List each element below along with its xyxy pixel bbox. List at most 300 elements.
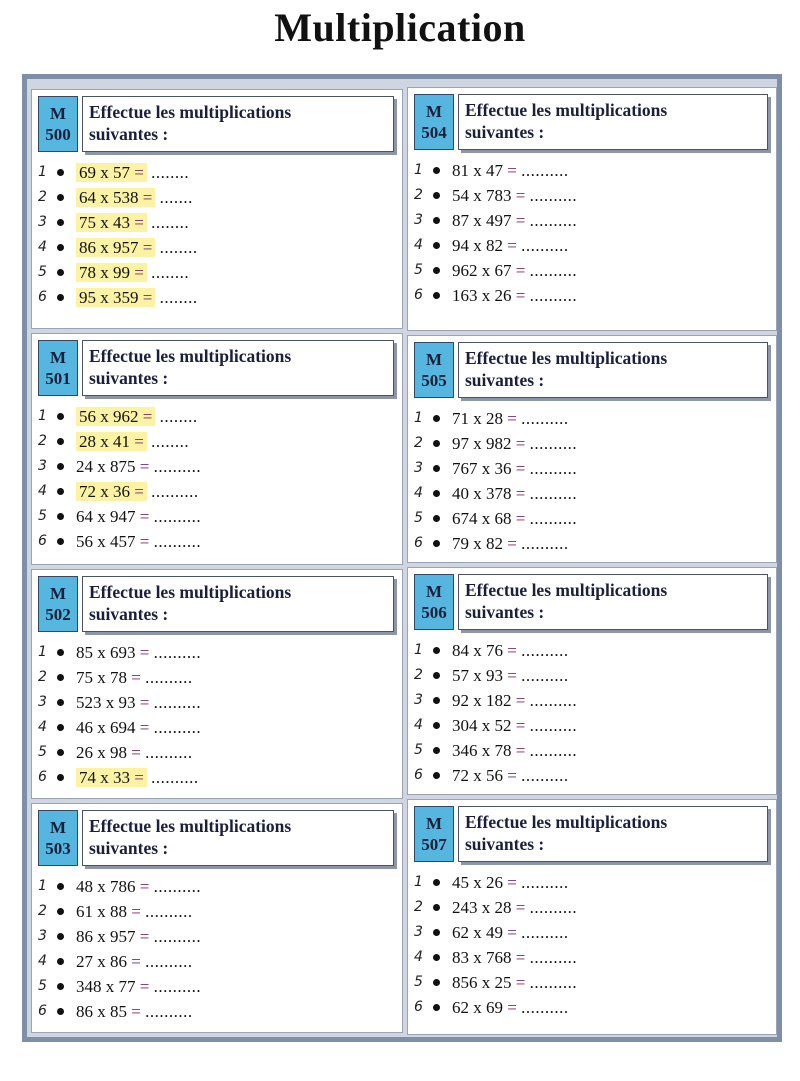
operand-b: 57 (113, 163, 130, 182)
code-letter: M (49, 348, 67, 367)
multiplication-expression (452, 183, 577, 208)
multiplication-expression (76, 765, 199, 790)
operand-a: 78 (79, 263, 96, 282)
handwritten-number: 2 (38, 433, 47, 449)
equals-sign: = (134, 213, 144, 232)
exercise-card (407, 799, 777, 1035)
instruction-box (82, 96, 394, 152)
code-number: 504 (421, 123, 447, 142)
code-letter: M (49, 104, 67, 123)
problem-row (32, 504, 402, 529)
problem-row (32, 529, 402, 554)
equals-sign: = (515, 509, 526, 528)
problem-row (408, 970, 776, 995)
problem-row (408, 638, 776, 663)
handwritten-number: 3 (414, 212, 423, 228)
handwritten-number: 3 (414, 460, 423, 476)
multiplication-expression (452, 945, 577, 970)
problem-row (32, 874, 402, 899)
problem-row (408, 895, 776, 920)
multiplication-expression (76, 949, 193, 974)
bullet-icon (57, 699, 64, 706)
operand-b: 28 (494, 898, 512, 917)
operand-b: 43 (113, 213, 130, 232)
code-letter: M (49, 818, 67, 837)
code-letter: M (49, 584, 67, 603)
operand-b: 82 (486, 534, 503, 553)
operand-b: 962 (113, 407, 139, 426)
bullet-icon (433, 292, 440, 299)
multiplication-expression (76, 640, 201, 665)
operation: 54 x 783 = (452, 186, 526, 205)
operation: 83 x 768 = (452, 948, 526, 967)
operand-a: 54 (452, 186, 469, 205)
operand-a: 69 (79, 163, 96, 182)
operand-b: 783 (486, 186, 512, 205)
operand-a: 81 (452, 161, 469, 180)
operand-a: 87 (452, 211, 469, 230)
problem-row (408, 506, 776, 531)
problem-row (32, 974, 402, 999)
bullet-icon (433, 647, 440, 654)
multiplication-expression (76, 529, 201, 554)
operation: 97 x 982 = (452, 434, 526, 453)
operand-b: 359 (113, 288, 139, 307)
operation: 71 x 28 = (452, 409, 517, 428)
operation: 27 x 86 = (76, 952, 141, 971)
card-header (414, 342, 768, 398)
multiplication-expression (452, 638, 569, 663)
problem-row (408, 183, 776, 208)
handwritten-number: 3 (414, 924, 423, 940)
problem-list (32, 640, 402, 790)
operand-b: 36 (113, 482, 130, 501)
operation: 74 x 33 = (76, 768, 147, 787)
answer-blank: ........ (159, 238, 198, 257)
operation: 75 x 43 = (76, 213, 147, 232)
operation: 86 x 85 = (76, 1002, 141, 1021)
instruction-box (458, 94, 768, 150)
operand-b: 67 (494, 261, 512, 280)
multiplication-expression (452, 158, 569, 183)
code-number: 501 (45, 369, 71, 388)
operand-a: 95 (79, 288, 96, 307)
bullet-icon (57, 219, 64, 226)
equals-sign: = (131, 952, 141, 971)
bullet-icon (433, 772, 440, 779)
operand-a: 57 (452, 666, 469, 685)
instruction-line-1: Effectue les multiplications (89, 816, 292, 836)
instruction-box (82, 576, 394, 632)
equals-sign: = (507, 873, 517, 892)
equals-sign: = (507, 161, 517, 180)
answer-blank: .......... (145, 952, 193, 971)
equals-sign: = (131, 1002, 141, 1021)
handwritten-number: 5 (38, 508, 47, 524)
operand-b: 538 (113, 188, 139, 207)
operand-b: 497 (486, 211, 512, 230)
bullet-icon (57, 958, 64, 965)
exercise-card (31, 333, 403, 565)
operand-b: 69 (486, 998, 503, 1017)
equals-sign: = (515, 484, 526, 503)
handwritten-number: 3 (414, 692, 423, 708)
bullet-icon (57, 749, 64, 756)
bullet-icon (433, 242, 440, 249)
operation: 523 x 93 = (76, 693, 150, 712)
operand-a: 64 (79, 188, 96, 207)
problem-row (408, 870, 776, 895)
problem-row (408, 258, 776, 283)
handwritten-number: 3 (38, 928, 47, 944)
handwritten-number: 1 (38, 408, 47, 424)
problem-row (408, 406, 776, 431)
card-header (38, 340, 394, 396)
equals-sign: = (134, 163, 144, 182)
multiplication-expression (76, 690, 201, 715)
problem-row (32, 949, 402, 974)
operand-b: 378 (486, 484, 512, 503)
bullet-icon (433, 954, 440, 961)
equals-sign: = (515, 948, 526, 967)
answer-blank: ....... (159, 188, 193, 207)
multiplication-expression (452, 283, 577, 308)
handwritten-number: 2 (414, 667, 423, 683)
answer-blank: .......... (529, 434, 578, 453)
bullet-icon (433, 465, 440, 472)
operand-a: 27 (76, 952, 93, 971)
code-letter: M (425, 102, 443, 121)
operation: 64 x 947 = (76, 507, 150, 526)
equals-sign: = (142, 238, 153, 257)
multiplication-expression (76, 974, 201, 999)
bullet-icon (57, 169, 64, 176)
problem-row (32, 999, 402, 1024)
answer-blank: .......... (145, 743, 193, 762)
card-header (414, 806, 768, 862)
multiplication-expression (452, 663, 569, 688)
multiplication-expression (452, 970, 577, 995)
equals-sign: = (507, 641, 517, 660)
equals-sign: = (515, 973, 526, 992)
operation: 69 x 57 = (76, 163, 147, 182)
problem-row (32, 899, 402, 924)
equals-sign: = (142, 288, 153, 307)
answer-blank: ........ (151, 163, 190, 182)
handwritten-number: 1 (38, 164, 47, 180)
operand-b: 457 (110, 532, 136, 551)
bullet-icon (57, 538, 64, 545)
answer-blank: .......... (529, 948, 578, 967)
bullet-icon (433, 415, 440, 422)
multiplication-expression (452, 208, 577, 233)
equals-sign: = (139, 643, 150, 662)
problem-list (32, 160, 402, 310)
handwritten-number: 1 (414, 874, 423, 890)
instruction-line-1: Effectue les multiplications (89, 102, 292, 122)
handwritten-number: 2 (38, 903, 47, 919)
instruction-box (458, 806, 768, 862)
card-header (414, 574, 768, 630)
equals-sign: = (134, 263, 144, 282)
exercise-code-badge (38, 96, 78, 152)
operand-a: 767 (452, 459, 478, 478)
problem-row (32, 285, 402, 310)
operand-a: 71 (452, 409, 469, 428)
operand-b: 82 (486, 236, 503, 255)
instruction-line-2: suivantes : (89, 604, 169, 624)
operation: 81 x 47 = (452, 161, 517, 180)
equals-sign: = (134, 768, 144, 787)
answer-blank: .......... (529, 459, 578, 478)
operand-a: 64 (76, 507, 93, 526)
equals-sign: = (515, 691, 526, 710)
equals-sign: = (139, 693, 150, 712)
operation: 75 x 78 = (76, 668, 141, 687)
operand-b: 78 (110, 668, 127, 687)
instruction-line-2: suivantes : (465, 122, 545, 142)
problem-row (32, 765, 402, 790)
answer-blank: ........ (151, 213, 190, 232)
bullet-icon (433, 747, 440, 754)
multiplication-expression (76, 160, 189, 185)
operation: 45 x 26 = (452, 873, 517, 892)
multiplication-expression (452, 258, 577, 283)
instruction-line-1: Effectue les multiplications (465, 348, 668, 368)
card-header (38, 96, 394, 152)
bullet-icon (57, 674, 64, 681)
answer-blank: .......... (529, 741, 578, 760)
problem-row (408, 763, 776, 788)
operand-b: 957 (110, 927, 136, 946)
problem-list (408, 406, 776, 556)
handwritten-number: 1 (414, 410, 423, 426)
bullet-icon (57, 513, 64, 520)
operand-b: 41 (113, 432, 130, 451)
problem-row (408, 531, 776, 556)
operand-b: 99 (113, 263, 130, 282)
operation: 962 x 67 = (452, 261, 526, 280)
operand-a: 86 (79, 238, 96, 257)
multiplication-expression (76, 999, 193, 1024)
answer-blank: .......... (521, 766, 569, 785)
operation: 72 x 56 = (452, 766, 517, 785)
equals-sign: = (515, 211, 526, 230)
exercise-card (407, 87, 777, 331)
operation: 48 x 786 = (76, 877, 150, 896)
equals-sign: = (507, 923, 517, 942)
answer-blank: .......... (151, 482, 199, 501)
operand-a: 75 (79, 213, 96, 232)
operand-b: 694 (110, 718, 136, 737)
handwritten-number: 5 (414, 974, 423, 990)
bullet-icon (433, 722, 440, 729)
bullet-icon (57, 438, 64, 445)
operand-a: 28 (79, 432, 96, 451)
operand-b: 25 (494, 973, 512, 992)
operation: 348 x 77 = (76, 977, 150, 996)
instruction-line-1: Effectue les multiplications (89, 346, 292, 366)
instruction-line-2: suivantes : (465, 370, 545, 390)
operand-a: 304 (452, 716, 478, 735)
equals-sign: = (515, 898, 526, 917)
bullet-icon (57, 294, 64, 301)
multiplication-expression (452, 506, 577, 531)
answer-blank: .......... (145, 1002, 193, 1021)
operand-a: 523 (76, 693, 102, 712)
operand-a: 72 (452, 766, 469, 785)
multiplication-expression (452, 738, 577, 763)
operand-a: 348 (76, 977, 102, 996)
exercise-card (407, 335, 777, 563)
operation: 95 x 359 = (76, 288, 155, 307)
bullet-icon (57, 908, 64, 915)
answer-blank: .......... (529, 261, 578, 280)
problem-row (408, 158, 776, 183)
operand-b: 47 (486, 161, 503, 180)
bullet-icon (433, 1004, 440, 1011)
operand-b: 78 (494, 741, 512, 760)
answer-blank: .......... (521, 998, 569, 1017)
handwritten-number: 4 (414, 485, 423, 501)
answer-blank: .......... (153, 977, 202, 996)
problem-row (32, 715, 402, 740)
multiplication-expression (452, 920, 569, 945)
operation: 78 x 99 = (76, 263, 147, 282)
multiplication-expression (452, 431, 577, 456)
operand-a: 84 (452, 641, 469, 660)
operation: 304 x 52 = (452, 716, 526, 735)
answer-blank: ........ (151, 263, 190, 282)
answer-blank: .......... (153, 507, 202, 526)
code-number: 503 (45, 839, 71, 858)
operation: 85 x 693 = (76, 643, 150, 662)
handwritten-number: 6 (38, 533, 47, 549)
bullet-icon (57, 413, 64, 420)
bullet-icon (433, 879, 440, 886)
problem-row (408, 920, 776, 945)
handwritten-number: 2 (38, 669, 47, 685)
equals-sign: = (515, 716, 526, 735)
operand-a: 24 (76, 457, 93, 476)
operand-a: 56 (79, 407, 96, 426)
instruction-box (82, 340, 394, 396)
operand-b: 88 (110, 902, 127, 921)
handwritten-number: 2 (38, 189, 47, 205)
bullet-icon (433, 929, 440, 936)
multiplication-expression (452, 531, 569, 556)
problem-row (408, 431, 776, 456)
answer-blank: .......... (153, 693, 202, 712)
answer-blank: .......... (153, 718, 202, 737)
bullet-icon (57, 649, 64, 656)
handwritten-number: 4 (414, 949, 423, 965)
operation: 86 x 957 = (76, 927, 150, 946)
operand-a: 86 (76, 927, 93, 946)
problem-row (32, 429, 402, 454)
multiplication-expression (452, 233, 569, 258)
equals-sign: = (507, 766, 517, 785)
operand-b: 693 (110, 643, 136, 662)
bullet-icon (57, 488, 64, 495)
equals-sign: = (507, 409, 517, 428)
operand-b: 98 (110, 743, 127, 762)
operation: 767 x 36 = (452, 459, 526, 478)
operand-a: 40 (452, 484, 469, 503)
bullet-icon (433, 697, 440, 704)
answer-blank: .......... (521, 873, 569, 892)
multiplication-expression (452, 870, 569, 895)
operand-b: 982 (486, 434, 512, 453)
problem-row (32, 665, 402, 690)
operand-b: 957 (113, 238, 139, 257)
multiplication-expression (452, 713, 577, 738)
operation: 56 x 962 = (76, 407, 155, 426)
operation: 61 x 88 = (76, 902, 141, 921)
problem-row (32, 740, 402, 765)
equals-sign: = (139, 532, 150, 551)
equals-sign: = (131, 743, 141, 762)
multiplication-expression (76, 665, 193, 690)
equals-sign: = (142, 407, 153, 426)
operand-b: 947 (110, 507, 136, 526)
operation: 856 x 25 = (452, 973, 526, 992)
answer-blank: .......... (521, 534, 569, 553)
operation: 243 x 28 = (452, 898, 526, 917)
code-letter: M (425, 350, 443, 369)
handwritten-number: 2 (414, 435, 423, 451)
multiplication-expression (76, 715, 201, 740)
handwritten-number: 6 (414, 287, 423, 303)
answer-blank: .......... (145, 902, 193, 921)
problem-row (32, 210, 402, 235)
operand-b: 93 (118, 693, 136, 712)
problem-row (32, 235, 402, 260)
bullet-icon (57, 1008, 64, 1015)
operation: 84 x 76 = (452, 641, 517, 660)
operand-a: 48 (76, 877, 93, 896)
operation: 92 x 182 = (452, 691, 526, 710)
operation: 56 x 457 = (76, 532, 150, 551)
exercise-card (31, 569, 403, 799)
bullet-icon (433, 440, 440, 447)
exercise-code-badge (414, 574, 454, 630)
answer-blank: .......... (153, 927, 202, 946)
handwritten-number: 6 (38, 1003, 47, 1019)
operand-a: 86 (76, 1002, 93, 1021)
operation: 94 x 82 = (452, 236, 517, 255)
problem-row (32, 404, 402, 429)
handwritten-number: 4 (414, 237, 423, 253)
operand-b: 93 (486, 666, 503, 685)
problem-row (408, 456, 776, 481)
problem-row (32, 924, 402, 949)
problem-list (408, 638, 776, 788)
operation: 24 x 875 = (76, 457, 150, 476)
bullet-icon (57, 983, 64, 990)
equals-sign: = (142, 188, 153, 207)
equals-sign: = (139, 977, 150, 996)
instruction-box (82, 810, 394, 866)
handwritten-number: 3 (38, 694, 47, 710)
exercise-code-badge (414, 806, 454, 862)
multiplication-expression (452, 763, 569, 788)
operand-b: 77 (118, 977, 136, 996)
exercise-card (407, 567, 777, 795)
operation: 26 x 98 = (76, 743, 141, 762)
problem-row (32, 160, 402, 185)
instruction-line-1: Effectue les multiplications (465, 100, 668, 120)
